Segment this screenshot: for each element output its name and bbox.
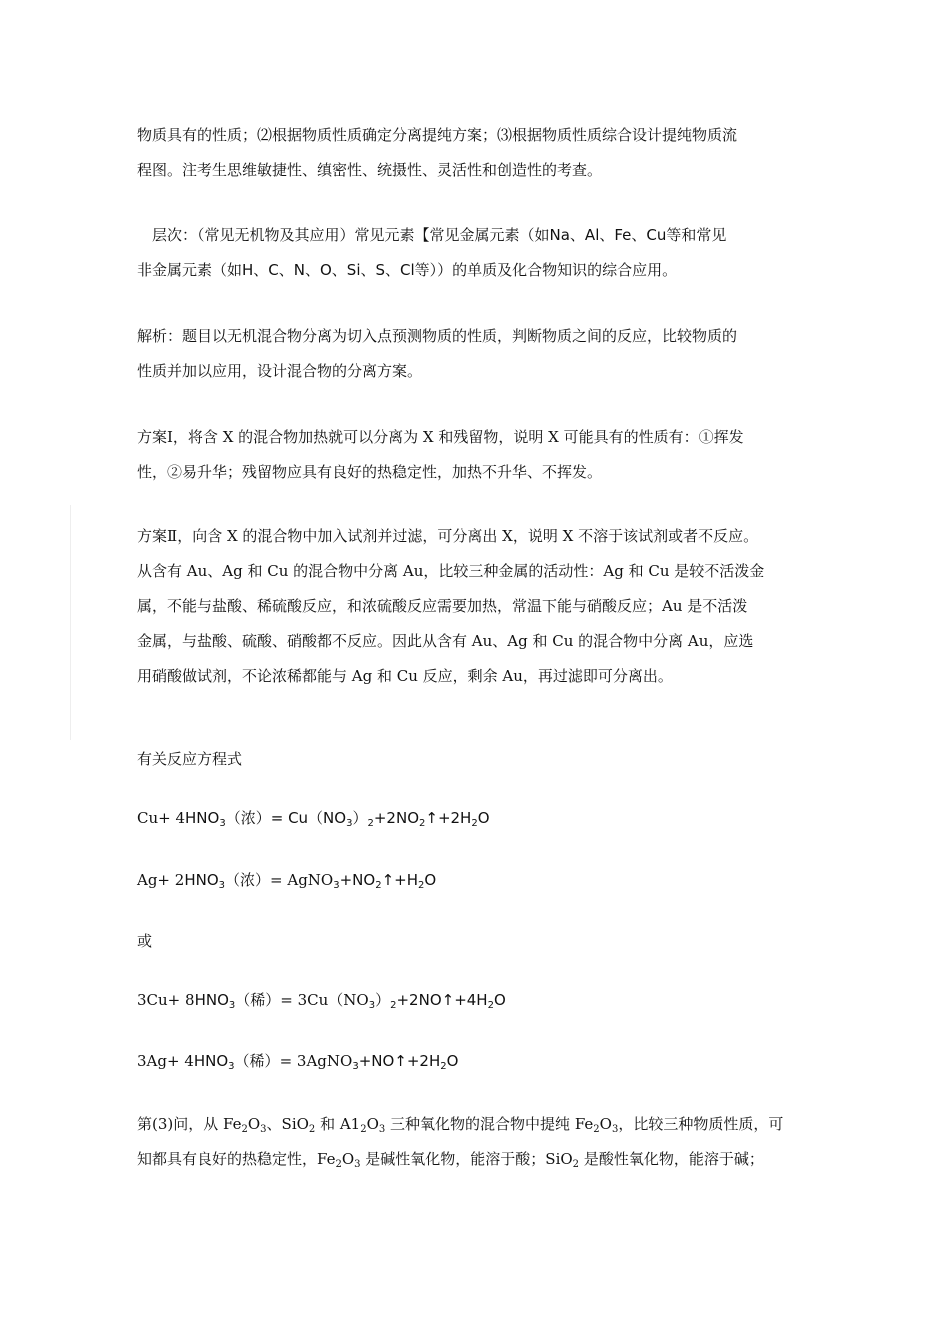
subscript: 3 (378, 1124, 386, 1135)
text-span: 3Cu+ 8 (137, 991, 195, 1009)
equation-cu-conc (137, 801, 827, 836)
text-span: HNO (193, 1052, 229, 1070)
text-span: 或 (137, 932, 153, 950)
subscript: 2 (335, 1159, 342, 1170)
page-edge-mark (70, 505, 71, 740)
text-span: = Cu（NO (270, 809, 347, 827)
subscript: 3 (333, 880, 340, 891)
text-line (137, 1107, 827, 1142)
text-span: O (366, 1115, 379, 1133)
text-span: +NO↑+2H (358, 1052, 441, 1070)
text-span: = AgNO (270, 871, 334, 889)
text-span: Ag+ 2 (137, 871, 185, 889)
text-line: 程图。注考生思维敏捷性、缜密性、统摄性、灵活性和创造性的考查。 (137, 161, 603, 179)
subscript: 3 (260, 1124, 267, 1135)
text-span: HNO (184, 871, 219, 889)
paragraph-analysis (137, 319, 827, 389)
equation-ag-conc (137, 863, 827, 898)
text-line (137, 1142, 827, 1177)
text-line (137, 218, 827, 253)
or-text (137, 924, 827, 959)
equations-heading (137, 742, 827, 777)
subscript: 2 (487, 1000, 494, 1011)
text-span: O (341, 1150, 355, 1168)
text-line: 物质具有的性质；⑵根据物质性质确定分离提纯方案；⑶根据物质性质综合设计提纯物质流 (137, 126, 738, 144)
subscript: 3 (354, 1159, 361, 1170)
subscript: 3 (352, 1061, 359, 1072)
text-span: 三种氧化物的混合物中提纯 Fe (385, 1115, 594, 1133)
text-span: ↑+2H (425, 809, 472, 827)
text-span: （稀） (235, 991, 281, 1009)
text-span: +NO (339, 871, 376, 889)
subscript: 2 (593, 1124, 600, 1135)
equation-cu-dilute (137, 983, 827, 1018)
text-line: 属，不能与盐酸、稀硫酸反应，和浓硫酸反应需要加热，常温下能与硝酸反应；Au 是不活泼 (137, 597, 748, 615)
text-line: 性，②易升华；残留物应具有良好的热稳定性，加热不升华、不挥发。 (137, 463, 603, 481)
text-line: 从含有 Au、Ag 和 Cu 的混合物中分离 Au，比较三种金属的活动性：Ag 和 Cu 是较不活泼金 (137, 562, 765, 580)
text-span: +2NO↑+4H (396, 991, 488, 1009)
text-line: 性质并加以应用，设计混合物的分离方案。 (137, 362, 423, 380)
subscript: 3 (228, 1000, 236, 1011)
subscript: 3 (228, 1061, 235, 1072)
text-span: ） (352, 809, 368, 827)
paragraph-scheme-1 (137, 420, 827, 490)
text-span: （稀） (234, 1052, 280, 1070)
text-span: （浓） (225, 809, 271, 827)
subscript: 3 (368, 1000, 376, 1011)
text-span: HNO (194, 991, 229, 1009)
subscript: 3 (219, 818, 226, 829)
text-span: （浓） (225, 871, 271, 889)
text-span: 层次：（常见无机物及其应用）常见元素【常见金属元素（如 (152, 226, 550, 244)
paragraph-objectives (137, 118, 827, 188)
text-span: O (446, 1052, 459, 1070)
text-span: O (477, 809, 490, 827)
text-span: = 3AgNO (279, 1052, 353, 1070)
text-span: 等））的单质及化合物知识的综合应用。 (414, 261, 678, 279)
text-span: O (424, 871, 437, 889)
subscript: 2 (308, 1124, 316, 1135)
subscript: 2 (367, 818, 374, 829)
text-span: 等和常见 (666, 226, 727, 244)
subscript: 3 (611, 1124, 619, 1135)
text-span: 、SiO (266, 1115, 309, 1133)
text-span: ，比较三种物质性质，可 (618, 1115, 784, 1133)
text-line: 金属，与盐酸、硫酸、硝酸都不反应。因此从含有 Au、Ag 和 Cu 的混合物中分离 Au，应选 (137, 632, 754, 650)
text-span: 和 A1 (315, 1115, 361, 1133)
text-span: O (247, 1115, 261, 1133)
text-line: 用硝酸做试剂，不论浓稀都能与 Ag 和 Cu 反应，剩余 Au，再过滤即可分离出。 (137, 667, 673, 685)
subscript: 2 (360, 1124, 367, 1135)
text-span: O (493, 991, 506, 1009)
text-span: Na、Al、Fe、Cu (549, 226, 667, 244)
subscript: 2 (241, 1124, 248, 1135)
subscript: 2 (419, 818, 426, 829)
subscript: 2 (471, 818, 478, 829)
text-span: ） (375, 991, 391, 1009)
subscript: 2 (418, 880, 425, 891)
subscript: 2 (572, 1159, 580, 1170)
text-span: 3Ag+ 4 (137, 1052, 194, 1070)
text-span: +2NO (373, 809, 419, 827)
text-span: 知都具有良好的热稳定性，Fe (137, 1150, 336, 1168)
subscript: 3 (218, 880, 226, 891)
text-span: HNO (185, 809, 220, 827)
text-span: O (599, 1115, 612, 1133)
subscript: 2 (440, 1061, 447, 1072)
text-span: H、C、N、O、Si、S、Cl (242, 261, 415, 279)
text-line: 解析：题目以无机混合物分离为切入点预测物质的性质，判断物质之间的反应，比较物质的 (137, 327, 738, 345)
text-span: 非金属元素（如 (137, 261, 243, 279)
text-span: 是酸性氧化物，能溶于碱； (579, 1150, 764, 1168)
text-line: 方案Ⅱ，向含 X 的混合物中加入试剂并过滤，可分离出 X，说明 X 不溶于该试剂或者不反应。 (137, 527, 759, 545)
subscript: 2 (375, 880, 382, 891)
text-line: 方案Ⅰ，将含 X 的混合物加热就可以分离为 X 和残留物，说明 X 可能具有的性质有：①挥发 (137, 428, 744, 446)
text-span: 是碱性氧化物，能溶于酸；SiO (360, 1150, 573, 1168)
text-span: 第(3)问，从 Fe (137, 1115, 242, 1133)
text-line (137, 253, 827, 288)
text-span: ↑+H (381, 871, 419, 889)
subscript: 2 (390, 1000, 397, 1011)
text-span: = 3Cu（NO (280, 991, 369, 1009)
equation-ag-dilute (137, 1044, 827, 1079)
paragraph-level (137, 218, 827, 288)
paragraph-question-3 (137, 1107, 827, 1177)
text-span: 有关反应方程式 (137, 750, 243, 768)
paragraph-scheme-2 (137, 519, 827, 694)
subscript: 3 (346, 818, 353, 829)
text-span: Cu+ 4 (137, 809, 186, 827)
